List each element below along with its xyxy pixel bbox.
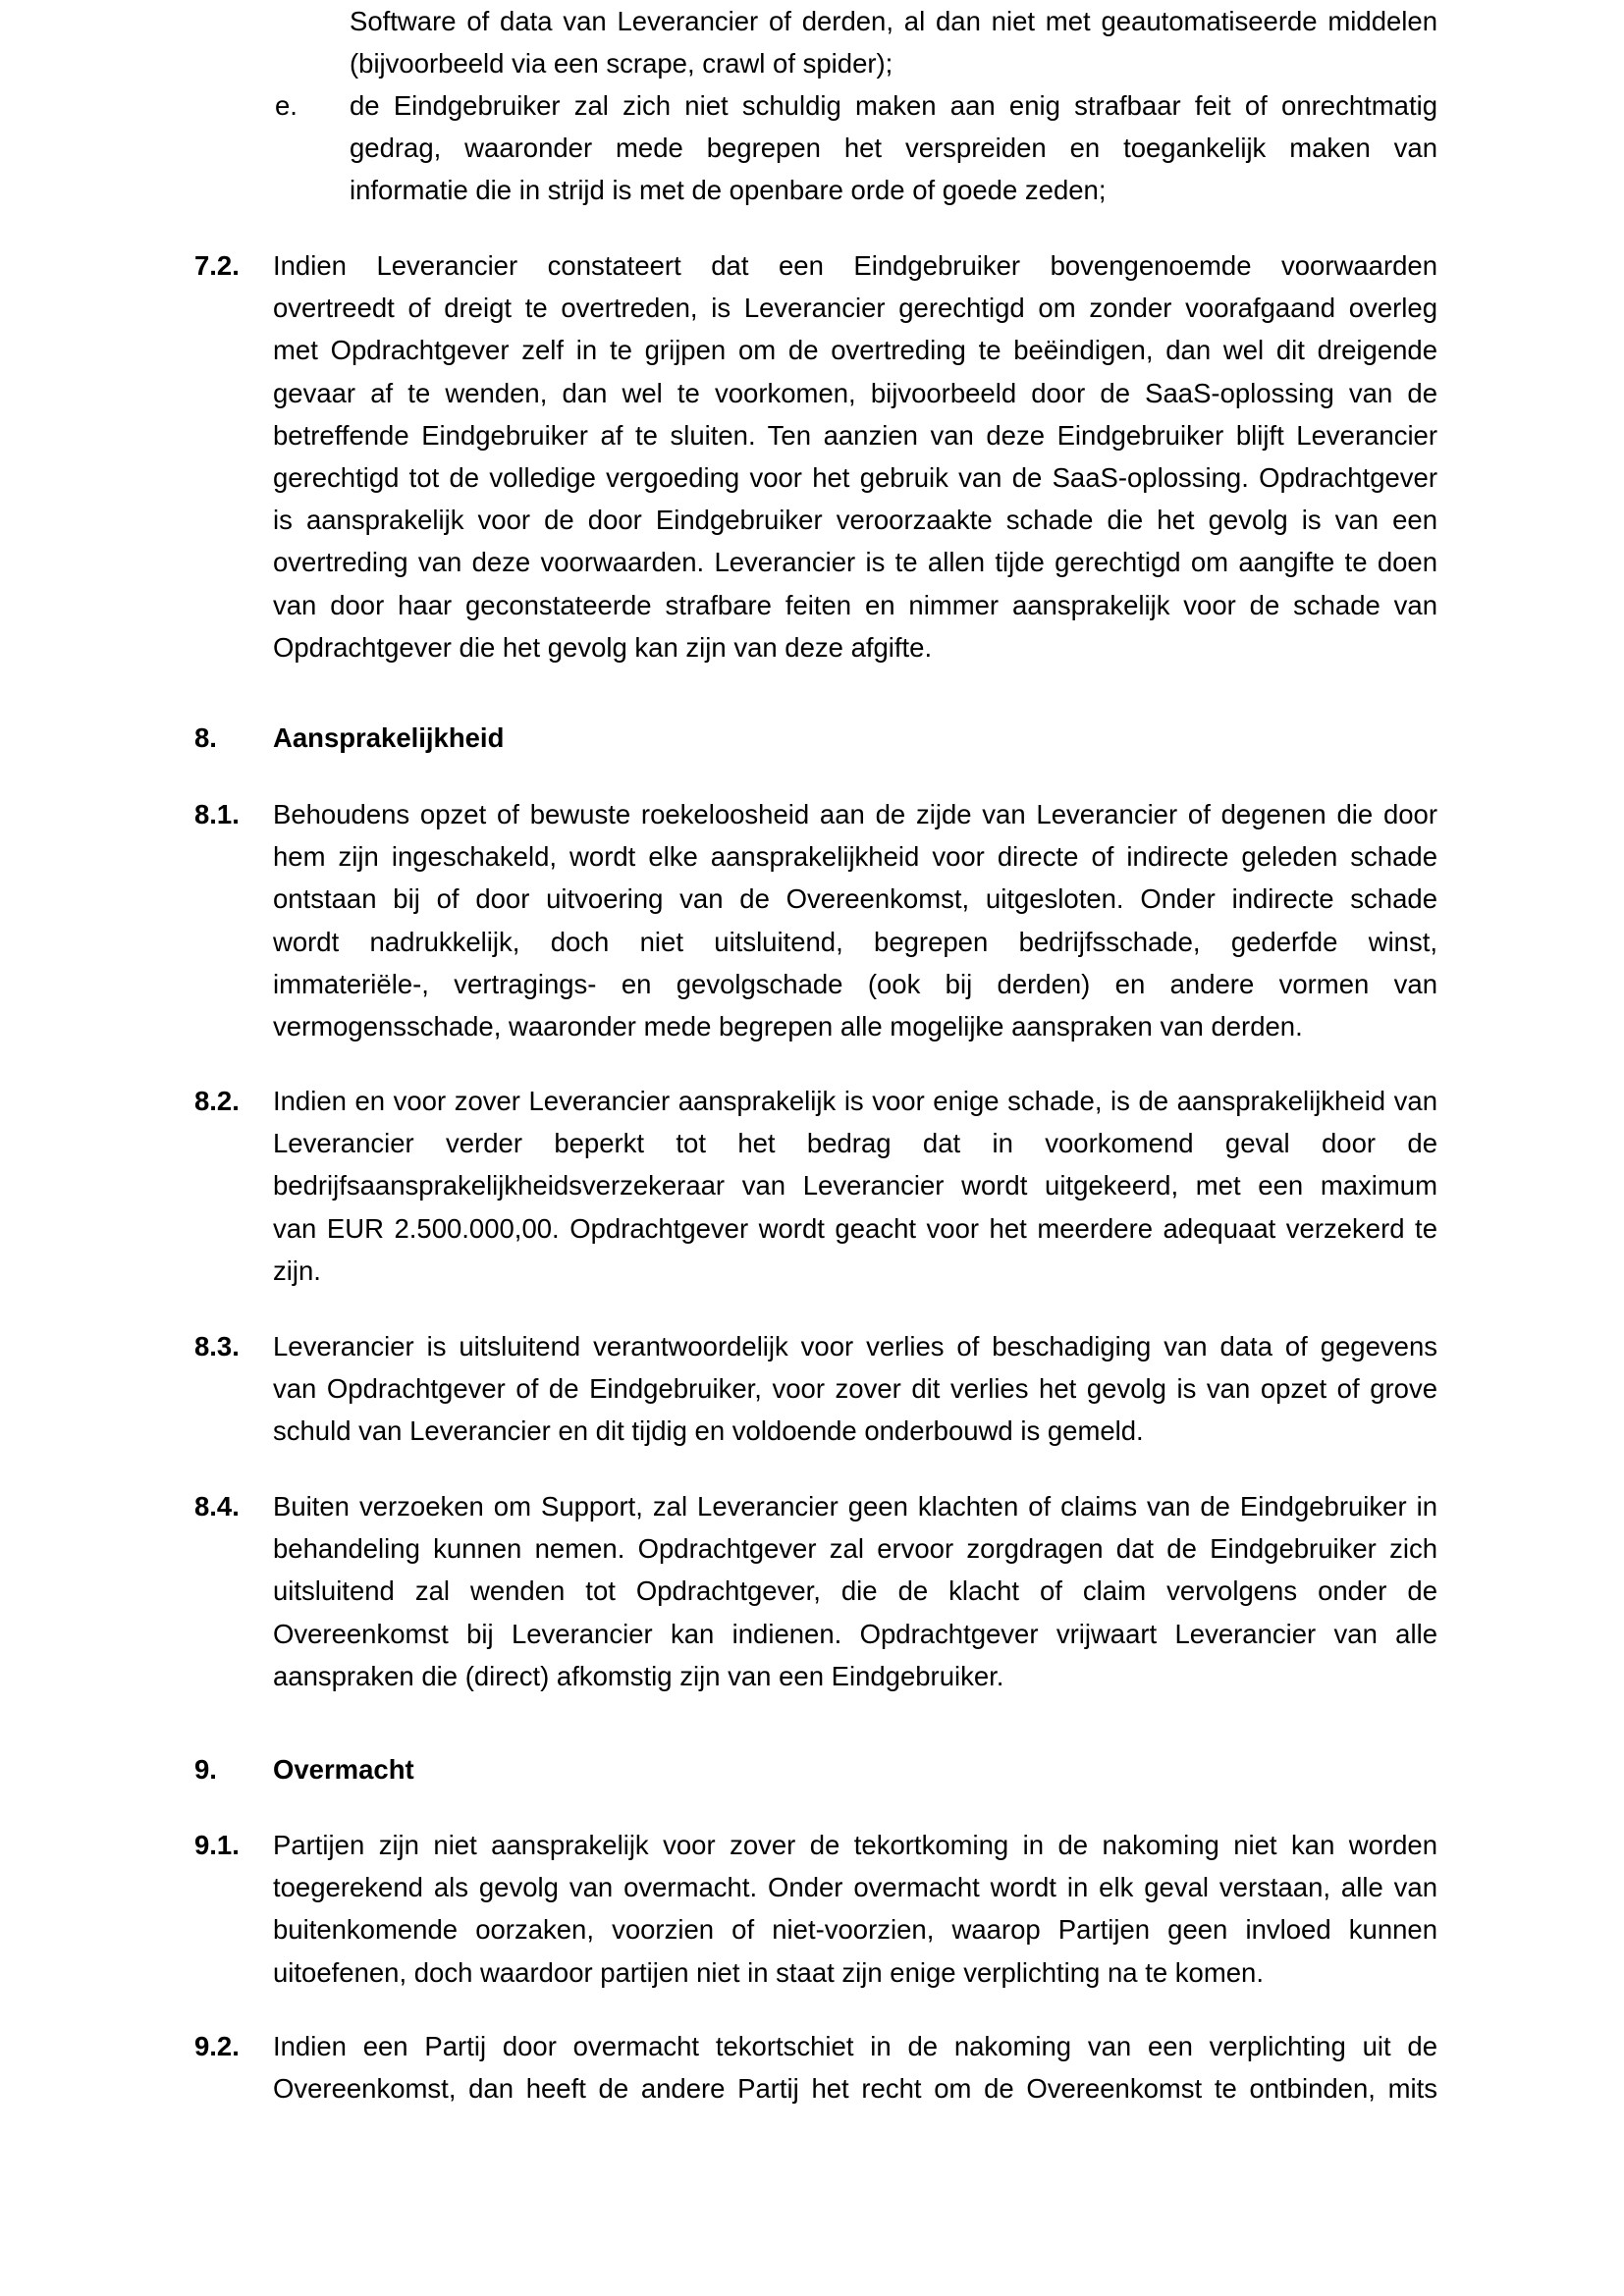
text-line: Overeenkomst, dan heeft de andere Partij het recht om de Overeenkomst te ontbinden, mits: [273, 2073, 1437, 2105]
clause-8-4: [273, 1485, 1437, 1697]
text-line: vermogensschade, waaronder mede begrepen alle mogelijke aanspraken van derden.: [273, 1011, 1303, 1042]
text-line: (bijvoorbeeld via een scrape, crawl of spider);: [350, 48, 893, 80]
text-line: buitenkomende oorzaken, voorzien of niet-voorzien, waarop Partijen geen invloed kunnen: [273, 1914, 1437, 1946]
text-line: gedrag, waaronder mede begrepen het verspreiden en toegankelijk maken van: [350, 133, 1437, 164]
text-line: overtreedt of dreigt te overtreden, is Leverancier gerechtigd om zonder voorafgaand overleg: [273, 293, 1437, 324]
text-line: Leverancier verder beperkt tot het bedrag dat in voorkomend geval door de: [273, 1128, 1437, 1159]
clause-7-2: [273, 244, 1437, 668]
text-line: Software of data van Leverancier of derden, al dan niet met geautomatiseerde middelen: [350, 6, 1437, 36]
text-line: wordt nadrukkelijk, doch niet uitsluitend, begrepen bedrijfsschade, gederfde winst,: [273, 926, 1437, 957]
text-line: behandeling kunnen nemen. Opdrachtgever zal ervoor zorgdragen dat de Eindgebruiker zich: [273, 1533, 1437, 1565]
text-line: de Eindgebruiker zal zich niet schuldig maken aan enig strafbaar feit of onrechtmatig: [350, 90, 1437, 121]
text-line: toegerekend als gevolg van overmacht. Onder overmacht wordt in elk geval verstaan, alle van: [273, 1872, 1437, 1903]
section-number: 9.: [194, 1754, 217, 1785]
clause-number: 8.1.: [194, 799, 240, 829]
section-heading: Aansprakelijkheid: [273, 722, 505, 753]
text-line: overtreding van deze voorwaarden. Leverancier is te allen tijde gerechtigd om aangifte te doen: [273, 547, 1437, 578]
clause-number: 9.2.: [194, 2031, 240, 2061]
text-line: Opdrachtgever die het gevolg kan zijn van deze afgifte.: [273, 631, 933, 663]
text-line: schuld van Leverancier en dit tijdig en voldoende onderbouwd is gemeld.: [273, 1415, 1144, 1447]
text-line: gevaar af te wenden, dan wel te voorkomen, bijvoorbeeld door de SaaS-oplossing van de: [273, 377, 1437, 408]
text-line: gerechtigd tot de volledige vergoeding voor het gebruik van de SaaS-oplossing. Opdrachtgever: [273, 462, 1437, 494]
text-line: Indien een Partij door overmacht tekortschiet in de nakoming van een verplichting uit de: [273, 2031, 1437, 2061]
clause-9-2: [273, 2025, 1437, 2109]
clause-number: 8.2.: [194, 1086, 240, 1116]
text-line: van EUR 2.500.000,00. Opdrachtgever wordt geacht voor het meerdere adequaat verzekerd te: [273, 1212, 1437, 1244]
text-line: Indien en voor zover Leverancier aansprakelijk is voor enige schade, is de aansprakelijkheid van: [273, 1086, 1437, 1116]
text-line: Behoudens opzet of bewuste roekeloosheid aan de zijde van Leverancier of degenen die door: [273, 799, 1437, 829]
text-line: Indien Leverancier constateert dat een Eindgebruiker bovengenoemde voorwaarden: [273, 250, 1437, 281]
sub-item-e: [350, 84, 1437, 212]
text-line: van Opdrachtgever of de Eindgebruiker, voor zover dit verlies het gevolg is van opzet of grove: [273, 1373, 1437, 1405]
text-line: aanspraken die (direct) afkomstig zijn van een Eindgebruiker.: [273, 1660, 1004, 1691]
clause-9-1: [273, 1824, 1437, 1994]
text-line: hem zijn ingeschakeld, wordt elke aansprakelijkheid voor directe of indirecte geleden schade: [273, 841, 1437, 873]
sub-item-d-continuation: [350, 0, 1437, 84]
text-line: Buiten verzoeken om Support, zal Leverancier geen klachten of claims van de Eindgebruiker in: [273, 1491, 1437, 1522]
text-line: uitsluitend zal wenden tot Opdrachtgever, die de klacht of claim vervolgens onder de: [273, 1575, 1437, 1607]
text-line: bedrijfsaansprakelijkheidsverzekeraar van Leverancier wordt uitgekeerd, met een maximum: [273, 1170, 1437, 1201]
clause-number: 7.2.: [194, 250, 240, 281]
text-line: van door haar geconstateerde strafbare feiten en nimmer aansprakelijk voor de schade van: [273, 589, 1437, 620]
text-line: Leverancier is uitsluitend verantwoordelijk voor verlies of beschadiging van data of gegevens: [273, 1331, 1437, 1362]
text-line: ontstaan bij of door uitvoering van de Overeenkomst, uitgesloten. Onder indirecte schade: [273, 883, 1437, 915]
text-line: informatie die in strijd is met de openbare orde of goede zeden;: [350, 175, 1107, 206]
text-line: betreffende Eindgebruiker af te sluiten. Ten aanzien van deze Eindgebruiker blijft Leverancier: [273, 419, 1437, 451]
clause-number: 8.4.: [194, 1491, 240, 1522]
text-line: Overeenkomst bij Leverancier kan indienen. Opdrachtgever vrijwaart Leverancier van alle: [273, 1618, 1437, 1649]
clause-8-1: [273, 793, 1437, 1047]
text-line: immateriële-, vertragings- en gevolgschade (ook bij derden) en andere vormen van: [273, 968, 1437, 999]
sub-item-label: e.: [275, 90, 298, 121]
section-heading: Overmacht: [273, 1754, 414, 1785]
text-line: zijn.: [273, 1255, 321, 1286]
clause-8-3: [273, 1325, 1437, 1453]
section-number: 8.: [194, 722, 217, 753]
clause-8-2: [273, 1080, 1437, 1292]
text-line: met Opdrachtgever zelf in te grijpen om de overtreding te beëindigen, dan wel dit dreigende: [273, 335, 1437, 366]
clause-number: 8.3.: [194, 1331, 240, 1362]
text-line: Partijen zijn niet aansprakelijk voor zover de tekortkoming in de nakoming niet kan worden: [273, 1830, 1437, 1860]
text-line: is aansprakelijk voor de door Eindgebruiker veroorzaakte schade die het gevolg is van een: [273, 505, 1437, 536]
clause-number: 9.1.: [194, 1830, 240, 1860]
text-line: uitoefenen, doch waardoor partijen niet in staat zijn enige verplichting na te komen.: [273, 1956, 1264, 1988]
